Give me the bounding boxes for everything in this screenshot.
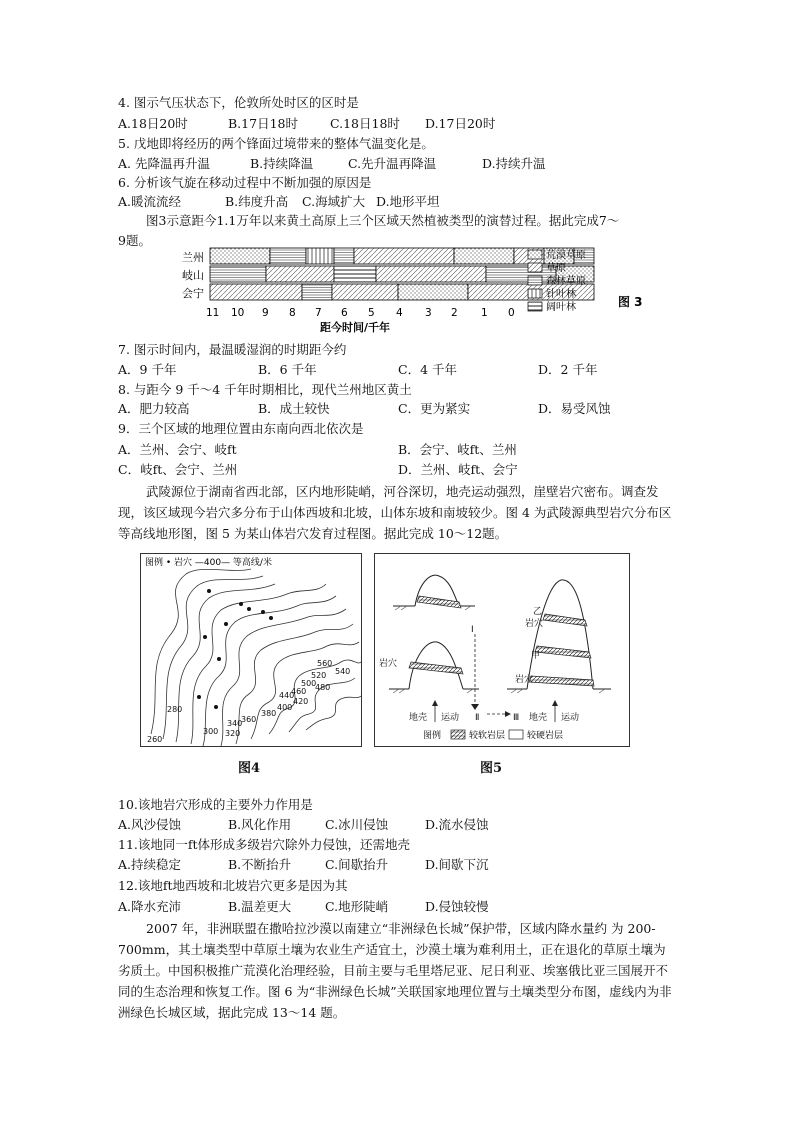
point-label-yi: 乙 — [533, 607, 543, 617]
q4-option-b[interactable]: B.17日18时 — [228, 116, 298, 131]
contour-label: 320 — [225, 729, 241, 738]
q10-option-d[interactable]: D.流水侵蚀 — [425, 817, 489, 832]
q7-stem: 7. 图示时间内，最温暖湿润的时期距今约 — [118, 342, 347, 357]
q7-option-a[interactable]: A．9 千年 — [118, 362, 177, 377]
cave-label: 岩穴 — [515, 675, 534, 685]
q4-option-c[interactable]: C.18日18时 — [330, 116, 400, 131]
q7-option-b[interactable]: B．6 千年 — [258, 362, 317, 377]
time-axis — [206, 307, 515, 319]
q4-stem: 4. 图示气压状态下，伦敦所处时区的区时是 — [118, 95, 359, 110]
legend-label: 森林草原 — [546, 276, 586, 287]
q6-option-d[interactable]: D.地形平坦 — [376, 194, 440, 209]
intro-7-9-line1: 图3示意距今1.1万年以来黄土高原上三个区域天然植被类型的演替过程。据此完成7～ — [146, 213, 620, 228]
tick-label: 0 — [508, 307, 515, 319]
figure-4 — [140, 553, 362, 747]
q10-option-b[interactable]: B.风化作用 — [228, 817, 292, 832]
tick-label: 5 — [368, 307, 375, 319]
vegetation-chart — [178, 244, 658, 336]
q5-stem: 5. 戊地即将经历的两个锋面过境带来的整体气温变化是。 — [118, 136, 434, 151]
cave-dot — [197, 695, 201, 699]
q10-option-c[interactable]: C.冰川侵蚀 — [325, 817, 389, 832]
cave-dot — [269, 616, 273, 620]
contour-label: 380 — [261, 709, 277, 718]
legend-label: 草原 — [546, 263, 566, 274]
tick-label: 4 — [396, 307, 403, 319]
fig4-legend: 图例 • 岩穴 —400— 等高线/米 — [145, 558, 272, 568]
figure-3-caption: 图 3 — [618, 295, 643, 309]
cave-dot — [217, 657, 221, 661]
figure-3 — [178, 244, 658, 336]
contour-label: 260 — [147, 735, 163, 744]
q12-stem: 12.该地ft地西坡和北坡岩穴更多是因为其 — [118, 878, 348, 893]
contour-label: 340 — [227, 719, 243, 728]
contour-label: 440 — [279, 691, 295, 700]
cave-process-diagram — [375, 554, 629, 746]
contour-map — [141, 554, 361, 746]
legend-label: 针叶林 — [546, 289, 576, 300]
q8-option-c[interactable]: C．更为紧实 — [398, 401, 471, 416]
region-label: 岐山 — [182, 269, 204, 282]
q9-option-a[interactable]: A．兰州、会宁、岐ft — [118, 442, 237, 457]
tick-label: 3 — [425, 307, 432, 319]
q5-option-c[interactable]: C.先升温再降温 — [348, 156, 437, 171]
crust-label: 运动 — [561, 713, 580, 723]
intro-13-14: 2007 年，非洲联盟在撒哈拉沙漠以南建立“非洲绿色长城”保护带，区域内降水量约 为 200-700mm，其土壤类型中草原土壤为农业生产适宜土，沙漠土壤为难利用土，正在退化的草原土壤为劣质土。中国积极推广荒漠化治理经验，目前主要与毛里塔尼亚、尼日利亚、埃塞俄比亚三国展开不同的生态治理和恢复工作。图 6 为“非洲绿色长城”关联国家地理位置与土壤类型分布图，虚线内为非洲绿色长城区域，据此完成 13～14 题。 — [118, 921, 672, 1020]
figure-5 — [374, 553, 630, 747]
region-label: 兰州 — [182, 251, 204, 264]
q6-option-c[interactable]: C.海域扩大 — [302, 194, 366, 209]
q5-option-d[interactable]: D.持续升温 — [482, 156, 546, 171]
q10-stem: 10.该地岩穴形成的主要外力作用是 — [118, 797, 313, 812]
q8-option-b[interactable]: B．成土较快 — [258, 401, 330, 416]
crust-label: 地壳 — [409, 713, 428, 723]
q8-option-a[interactable]: A．肥力较高 — [118, 401, 190, 416]
stage-label: Ⅰ — [471, 625, 474, 635]
contour-label: 400 — [277, 703, 293, 712]
intro-7-9-line2: 9题。 — [118, 233, 151, 248]
q6-option-b[interactable]: B.纬度升高 — [225, 194, 289, 209]
cave-dot — [224, 622, 228, 626]
figure-4-caption: 图4 — [238, 761, 261, 776]
q8-stem: 8. 与距今 9 千～4 千年时期相比，现代兰州地区黄土 — [118, 382, 412, 397]
q11-option-d[interactable]: D.间歇下沉 — [425, 857, 489, 872]
axis-title: 距今时间/千年 — [320, 321, 391, 334]
q5-option-b[interactable]: B.持续降温 — [250, 156, 314, 171]
q9-option-c[interactable]: C．岐ft、会宁、兰州 — [118, 462, 238, 477]
contour-label: 560 — [317, 659, 333, 668]
tick-label: 7 — [315, 307, 322, 319]
cave-dot — [247, 607, 251, 611]
region-label: 会宁 — [182, 287, 204, 300]
q5-option-a[interactable]: A. 先降温再升温 — [118, 156, 210, 171]
legend-label: 阔叶林 — [546, 302, 576, 313]
q12-option-a[interactable]: A.降水充沛 — [118, 899, 182, 914]
tick-label: 2 — [451, 307, 458, 319]
stage-label: Ⅱ — [475, 713, 480, 723]
legend-label: 荒漠草原 — [546, 250, 586, 261]
cave-dot — [207, 589, 211, 593]
q6-option-a[interactable]: A.暖流流经 — [118, 194, 182, 209]
contour-label: 360 — [241, 715, 257, 724]
q9-option-d[interactable]: D．兰州、岐ft、会宁 — [398, 462, 518, 477]
tick-label: 9 — [262, 307, 269, 319]
q6-stem: 6. 分析该气旋在移动过程中不断加强的原因是 — [118, 175, 372, 190]
fig3-legend — [528, 248, 586, 313]
stage-label: Ⅲ — [513, 713, 520, 723]
q11-option-a[interactable]: A.持续稳定 — [118, 857, 182, 872]
contour-label: 480 — [315, 683, 331, 692]
contour-label: 300 — [203, 727, 219, 736]
cave-dot — [214, 705, 218, 709]
tick-label: 11 — [206, 307, 220, 319]
tick-label: 6 — [341, 307, 348, 319]
q9-stem: 9．三个区域的地理位置由东南向西北依次是 — [118, 421, 364, 436]
tick-label: 10 — [231, 307, 245, 319]
q10-option-a[interactable]: A.风沙侵蚀 — [118, 817, 182, 832]
q7-option-d[interactable]: D．2 千年 — [538, 362, 598, 377]
q9-option-b[interactable]: B．会宁、岐ft、兰州 — [398, 442, 517, 457]
tick-label: 1 — [481, 307, 488, 319]
contour-label: 460 — [291, 687, 307, 696]
contour-label: 280 — [167, 705, 183, 714]
cave-dot — [203, 635, 207, 639]
q7-option-c[interactable]: C．4 千年 — [398, 362, 457, 377]
contour-label: 420 — [293, 697, 309, 706]
q12-option-d[interactable]: D.侵蚀较慢 — [425, 899, 489, 914]
intro-10-12: 武陵源位于湖南省西北部，区内地形陡峭，河谷深切，地壳运动强烈，崖壁岩穴密布。调查发现，该区域现今岩穴多分布于山体西坡和北坡，山体东坡和南坡较少。图 4 为武陵源典型岩穴分布区等高线地形图，图 5 为某山体岩穴发育过程图。据此完成 10～12题。 — [118, 484, 672, 541]
cave-dot — [261, 610, 265, 614]
q11-option-b[interactable]: B.不断抬升 — [228, 857, 292, 872]
q4-option-d[interactable]: D.17日20时 — [425, 116, 496, 131]
q12-option-c[interactable]: C.地形陡峭 — [325, 899, 389, 914]
contour-label: 540 — [335, 667, 351, 676]
q11-stem: 11.该地同一ft体形成多级岩穴除外力侵蚀，还需地壳 — [118, 837, 411, 852]
legend-label: 较硬岩层 — [527, 731, 564, 741]
q12-option-b[interactable]: B.温差更大 — [228, 899, 292, 914]
fig5-legend-title: 图例 — [423, 731, 442, 741]
q4-option-a[interactable]: A.18日20时 — [118, 116, 188, 131]
cave-label: 岩穴 — [525, 619, 544, 629]
contour-label: 520 — [311, 671, 327, 680]
q8-option-d[interactable]: D．易受风蚀 — [538, 401, 611, 416]
q11-option-c[interactable]: C.间歇抬升 — [325, 857, 389, 872]
crust-label: 地壳 — [529, 713, 548, 723]
crust-label: 运动 — [441, 713, 460, 723]
point-label-jia: 甲 — [531, 651, 541, 661]
cave-label: 岩穴 — [379, 659, 398, 669]
cave-markers — [197, 589, 273, 709]
cave-dot — [239, 602, 243, 606]
figure-5-caption: 图5 — [480, 761, 503, 776]
tick-label: 8 — [289, 307, 296, 319]
contour-label: 500 — [301, 679, 317, 688]
legend-label: 较软岩层 — [469, 731, 506, 741]
